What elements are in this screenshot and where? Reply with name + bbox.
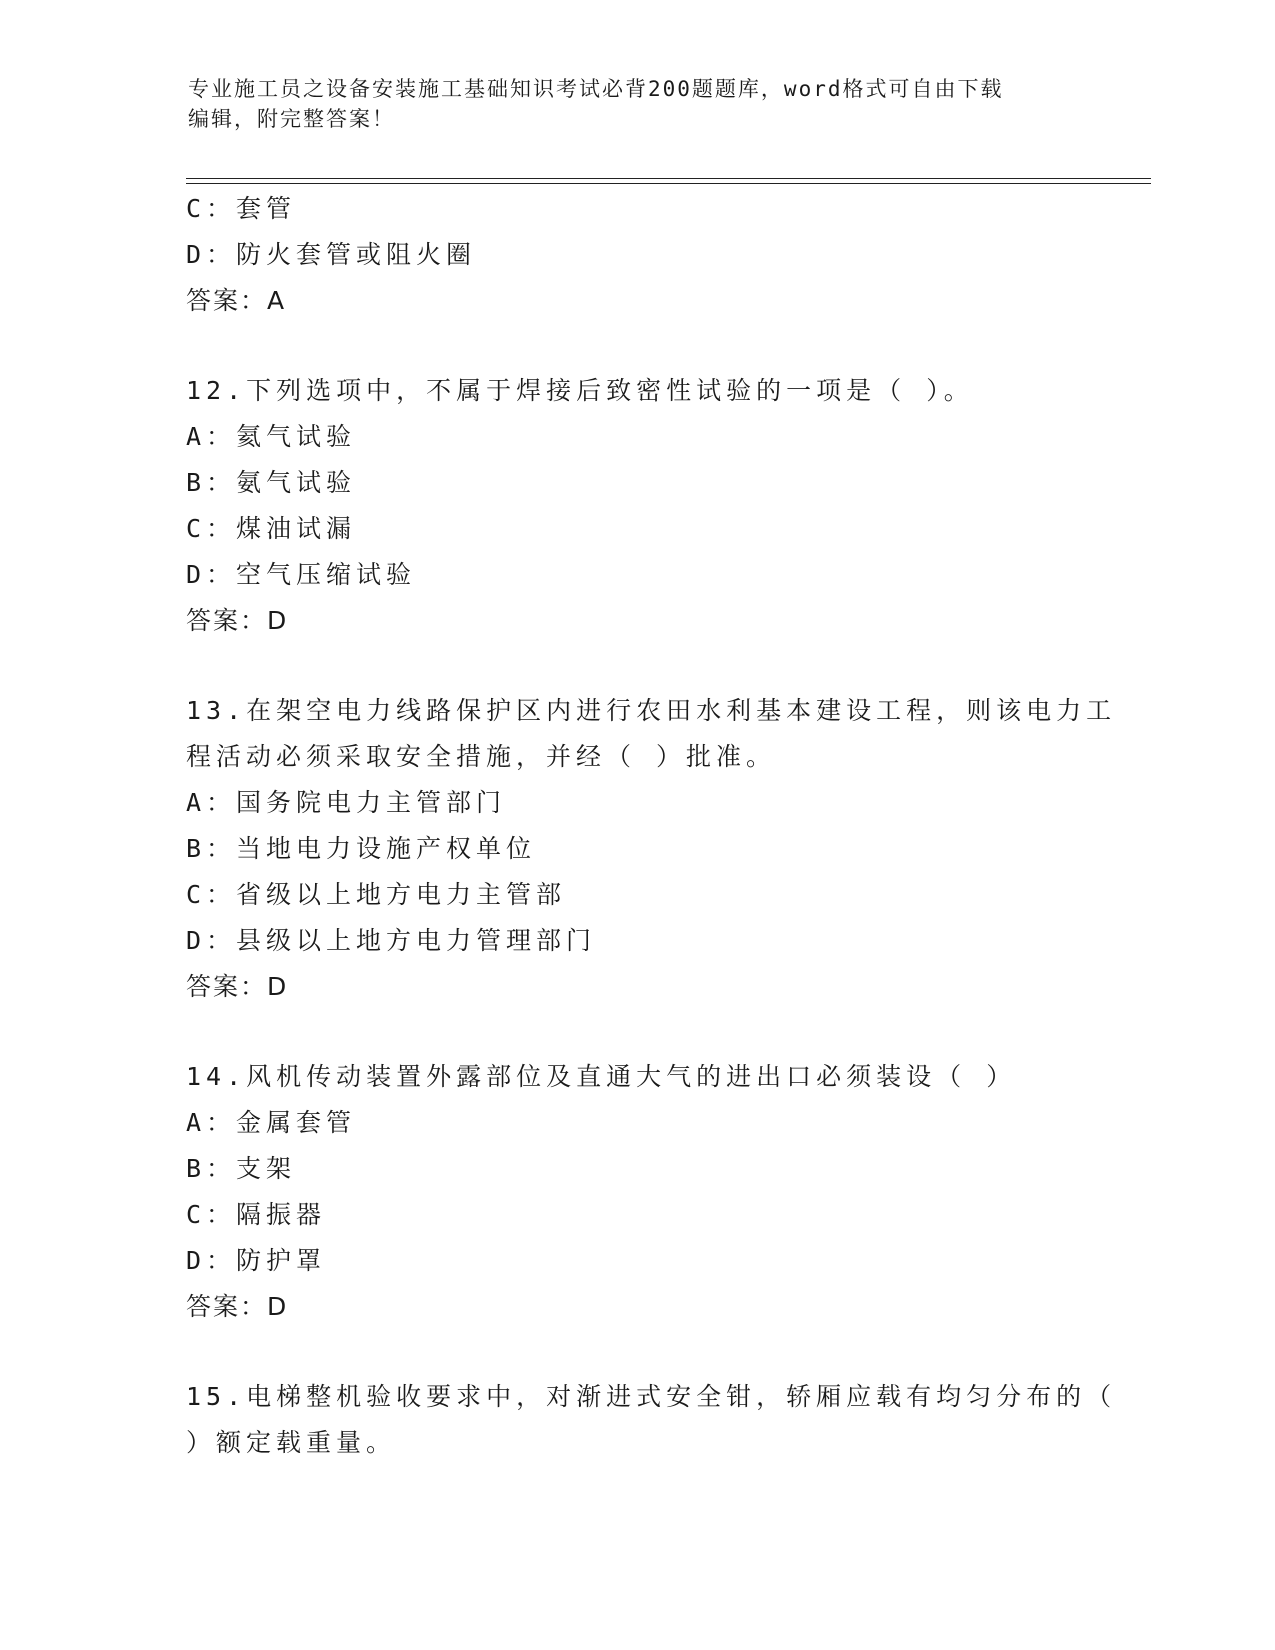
option-a: A：氦气试验 [186,422,357,451]
answer-line: 答案：D [186,972,289,1001]
question-12 [186,368,1086,644]
question-13 [186,688,1117,1010]
header-title-line1: 专业施工员之设备安装施工基础知识考试必背200题题库，word格式可自由下载 [188,77,1004,101]
question-15 [186,1374,1117,1466]
question-text: 14.风机传动装置外露部位及直通大气的进出口必须装设（ ） [186,1062,1017,1091]
answer-line: 答案：A [186,286,287,315]
spacer [186,1330,1086,1374]
option-a: A：金属套管 [186,1108,357,1137]
header-divider-bottom [186,183,1151,184]
question-text-line1: 15.电梯整机验收要求中，对渐进式安全钳，轿厢应载有均匀分布的（ [186,1382,1117,1411]
question-content [186,186,1117,1466]
option-b: B：支架 [186,1154,297,1183]
question-text-line2: 程活动必须采取安全措施，并经（ ）批准。 [186,742,777,771]
question-text-line2: ）额定载重量。 [186,1428,397,1457]
option-c: C：煤油试漏 [186,514,357,543]
option-b: B：当地电力设施产权单位 [186,834,537,863]
option-c: C：套管 [186,194,297,223]
option-d: D：防护罩 [186,1246,327,1275]
answer-line: 答案：D [186,606,289,635]
spacer [186,644,1086,688]
document-header [188,74,1088,134]
option-d: D：县级以上地方电力管理部门 [186,926,597,955]
question-text: 12.下列选项中，不属于焊接后致密性试验的一项是（ ）。 [186,376,974,405]
spacer [186,324,1086,368]
question-14 [186,1054,1086,1330]
spacer [186,1010,1086,1054]
option-b: B：氨气试验 [186,468,357,497]
header-divider-top [186,178,1151,179]
option-a: A：国务院电力主管部门 [186,788,507,817]
header-title-line2: 编辑，附完整答案！ [188,107,395,131]
option-c: C：隔振器 [186,1200,327,1229]
answer-line: 答案：D [186,1292,289,1321]
option-d: D：防火套管或阻火圈 [186,240,477,269]
question-11-tail [186,186,1086,324]
option-c: C：省级以上地方电力主管部 [186,880,567,909]
option-d: D：空气压缩试验 [186,560,417,589]
question-text-line1: 13.在架空电力线路保护区内进行农田水利基本建设工程，则该电力工 [186,696,1117,725]
